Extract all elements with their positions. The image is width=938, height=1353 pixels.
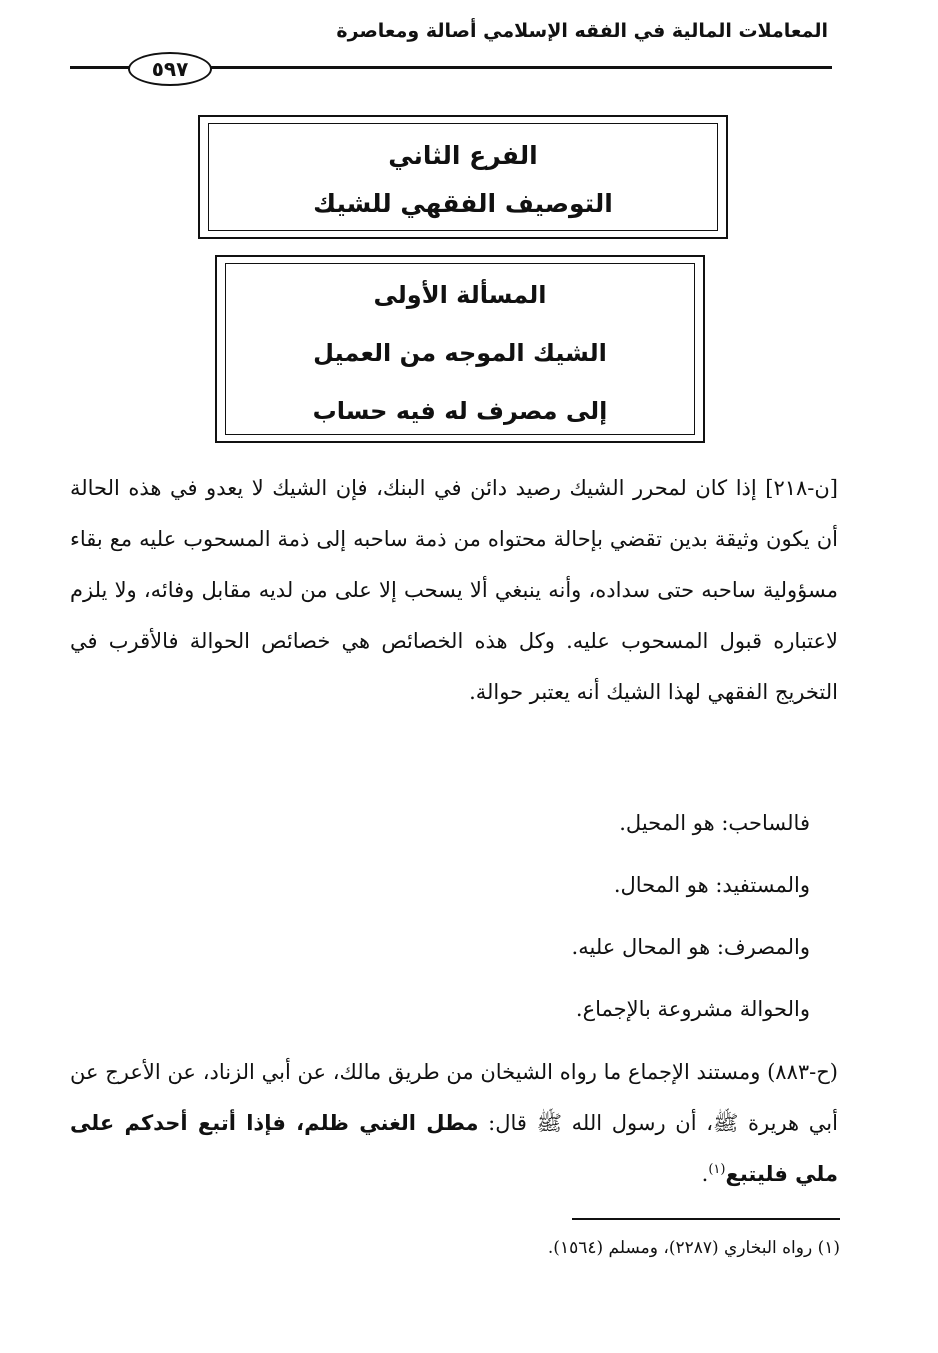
section-title-inner [208,123,718,231]
hadith-text: مطل الغني ظلم، فإذا أتبع أحدكم على ملي فليتبع [70,1111,838,1186]
section-title: التوصيف الفقهي للشيك [313,189,613,218]
section-label: الفرع الثاني [388,141,538,170]
definitions-list [572,792,810,1040]
issue-title-box [215,255,705,443]
issue-title-line1: الشيك الموجه من العميل [313,339,607,367]
definition-bank: والمصرف: هو المحال عليه. [571,935,810,959]
section-title-box [198,115,728,239]
body-paragraph-2 [70,1047,838,1200]
page-number: ٥٩٧ [128,52,212,86]
definition-consensus: والحوالة مشروعة بالإجماع. [575,997,810,1021]
issue-title-inner [225,263,695,435]
footnote-rule [572,1218,840,1220]
hadith-end: . [701,1162,709,1186]
definition-beneficiary: والمستفيد: هو المحال. [613,873,810,897]
definition-drawer: فالساحب: هو المحيل. [619,811,810,835]
hadith-chain: (ح-٨٨٣) ومستند الإجماع ما رواه الشيخان من طريق مالك، عن أبي الزناد، عن الأعرج عن أبي هريرة ﷺ، أن رسول الله ﷺ قال: [70,1060,838,1135]
issue-title-line2: إلى مصرف له فيه حساب [312,397,608,425]
footnote-marker[interactable]: (١) [708,1162,726,1177]
issue-label: المسألة الأولى [373,281,547,309]
footnote-1: (١) رواه البخاري (٢٢٨٧)، ومسلم (١٥٦٤). [547,1238,840,1258]
body-paragraph-1: [ن-٢١٨] إذا كان لمحرر الشيك رصيد دائن في البنك، فإن الشيك لا يعدو في هذه الحالة أن يكون وثيقة بدين تقضي بإحالة محتواه من ذمة ساحبه إلى ذمة المسحوب عليه مع بقاء مسؤولية ساحبه حتى سداده، وأنه ينبغي ألا يسحب إلا على من لديه مقابل وفائه، ولا يلزم لاعتباره قبول المسحوب عليه. وكل هذه الخصائص هي خصائص الحوالة فالأقرب في التخريج الفقهي لهذا الشيك أنه يعتبر حوالة. [70,476,838,704]
running-header-title: المعاملات المالية في الفقه الإسلامي أصالة ومعاصرة [336,20,828,42]
